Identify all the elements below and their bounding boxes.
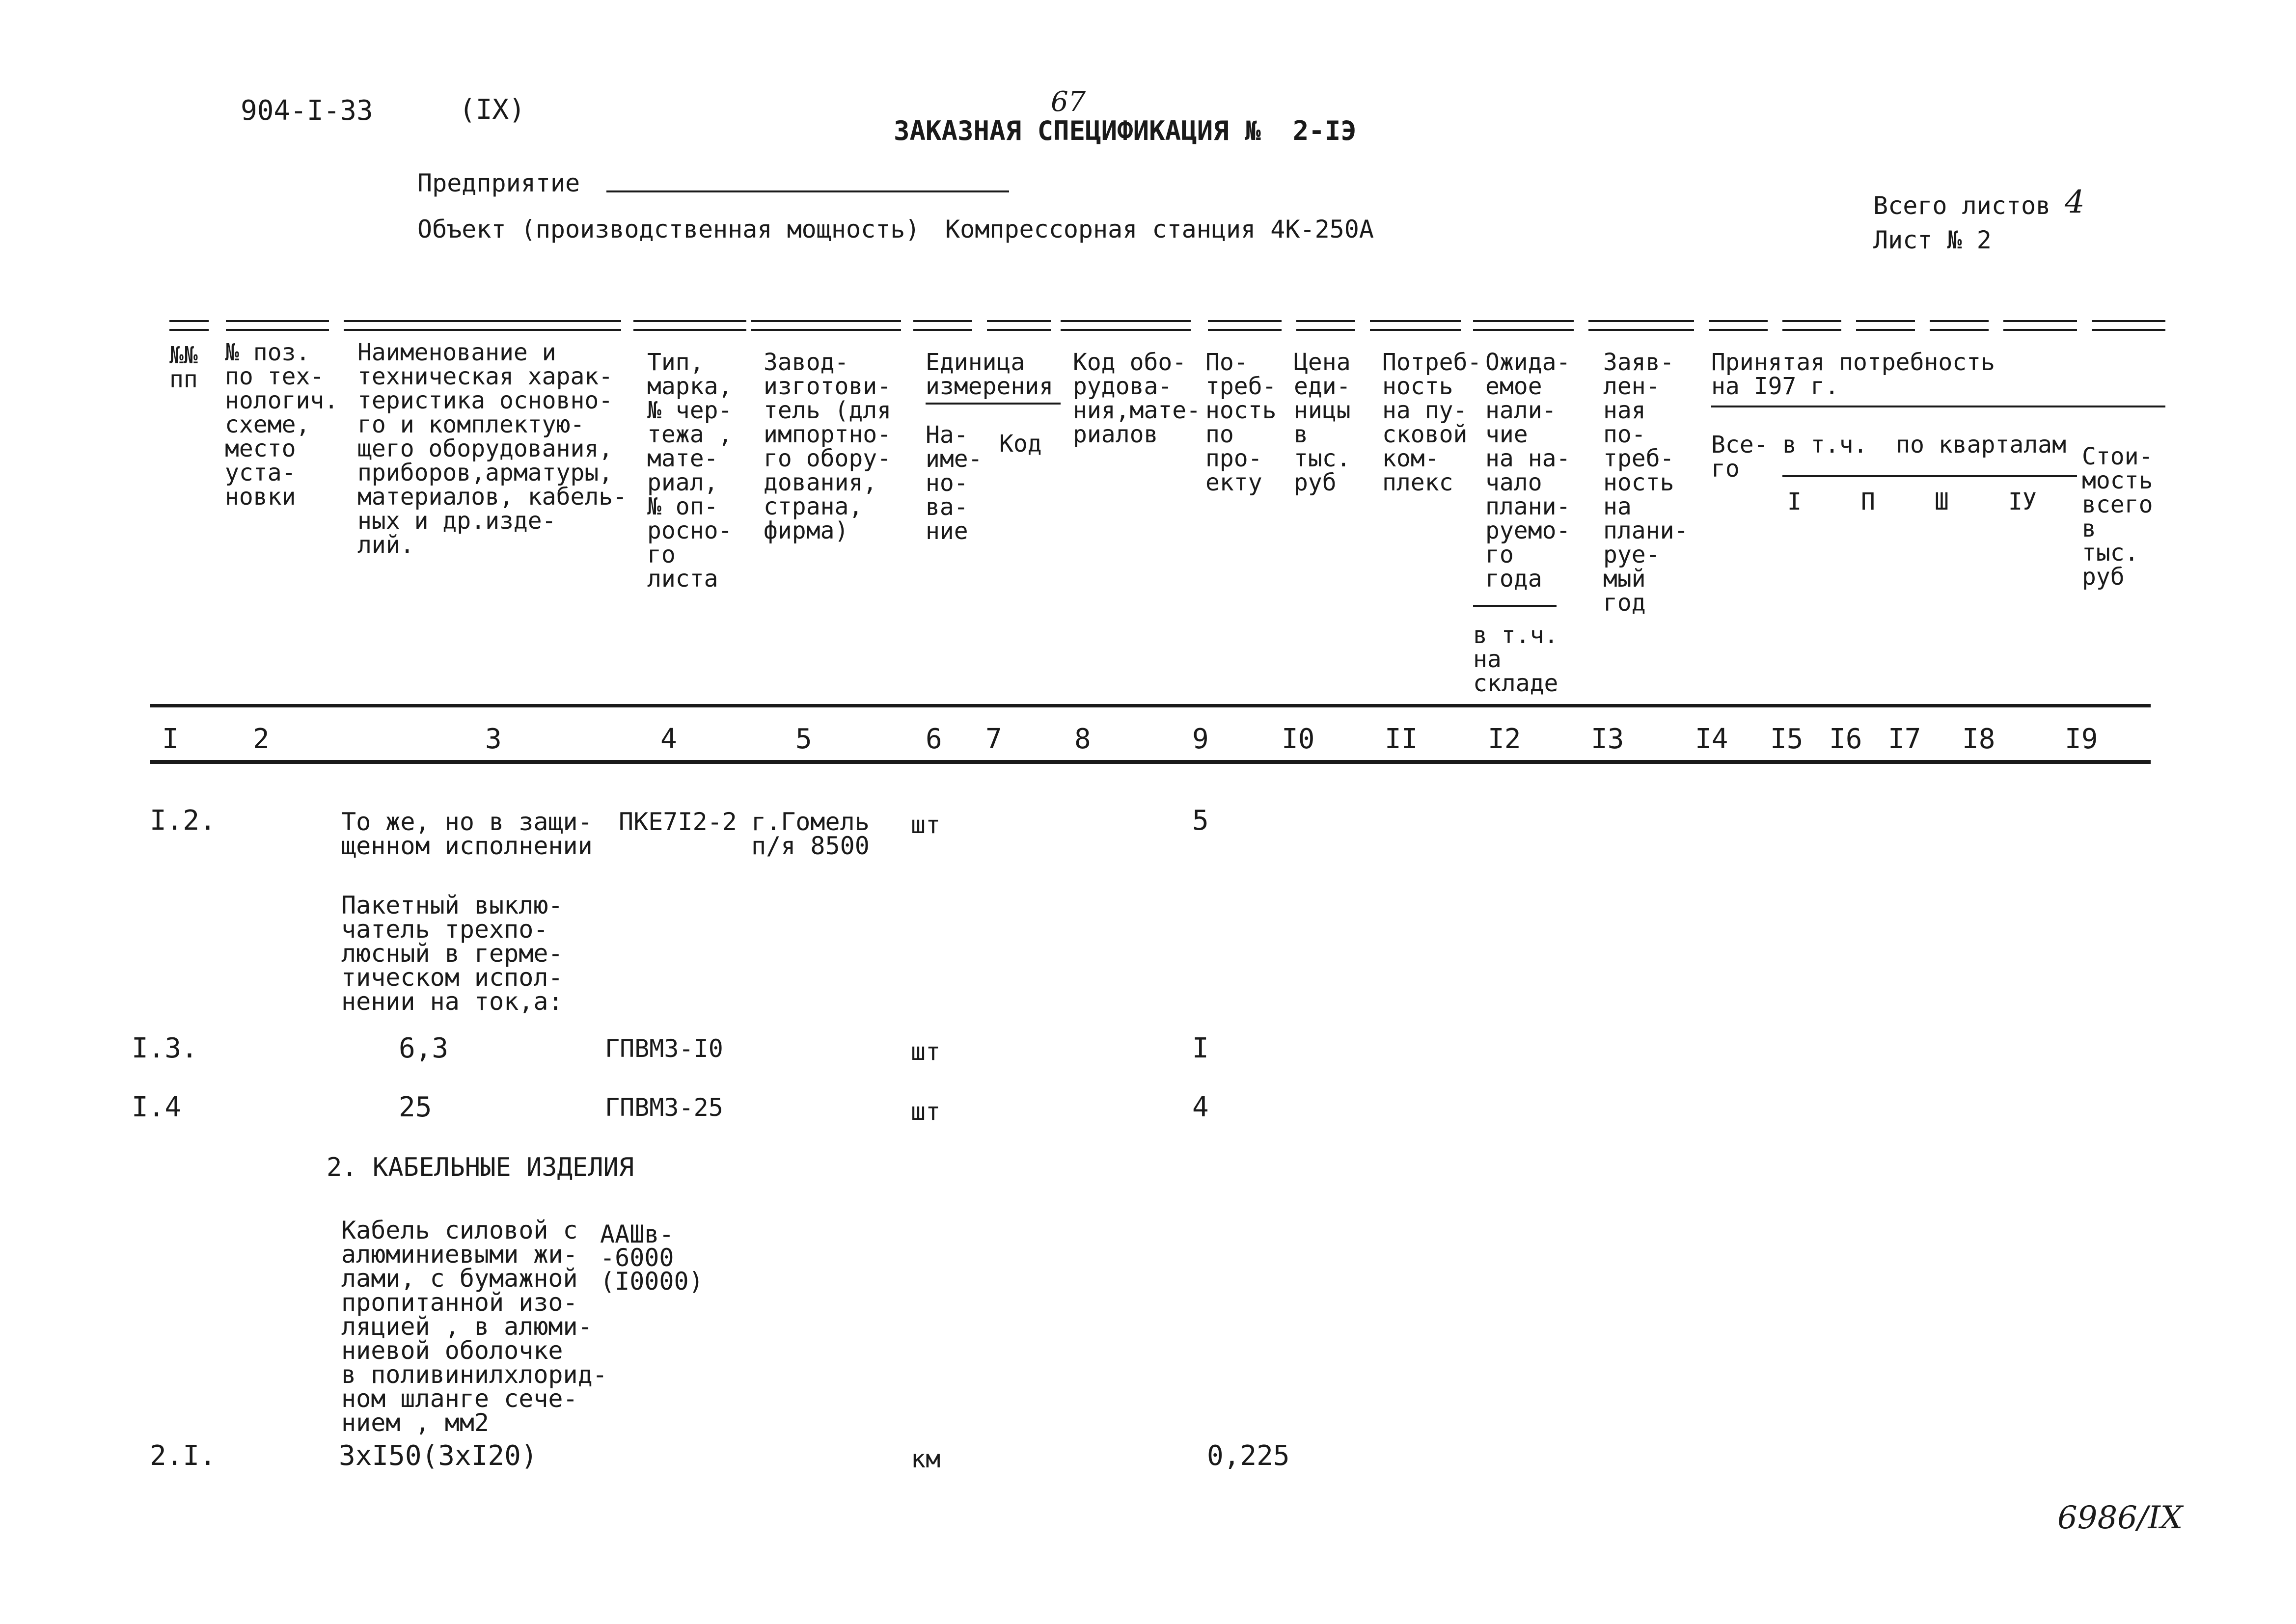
col-number: I6 bbox=[1829, 723, 1862, 755]
row-unit: шт bbox=[911, 1037, 941, 1066]
header-project-need: По- треб- ность по про- екту bbox=[1205, 349, 1277, 496]
header-accepted-group: Принятая потребность на I97 г. bbox=[1711, 349, 1995, 400]
col-number: I2 bbox=[1488, 723, 1521, 755]
rule-segment bbox=[226, 320, 329, 331]
row-number: I.3. bbox=[132, 1032, 198, 1064]
header-row-number: №№ пп bbox=[169, 342, 198, 393]
accepted-group-rule bbox=[1711, 406, 2165, 407]
rule-segment bbox=[344, 320, 621, 331]
sheets-total-label: Всего листов bbox=[1873, 191, 2051, 220]
header-unit-name: На- име- но- ва- ние bbox=[926, 421, 983, 545]
col-number: I9 bbox=[2065, 723, 2098, 755]
col-number: 8 bbox=[1074, 723, 1091, 755]
header-type: Тип, марка, № чер- тежа , мате- риал, № оп- росно- го листа bbox=[647, 349, 733, 593]
document-code: 904-I-33 bbox=[241, 95, 373, 127]
rule-segment bbox=[2003, 320, 2077, 331]
row-unit: шт bbox=[911, 811, 941, 839]
col-number: I8 bbox=[1962, 723, 1995, 755]
rule-segment bbox=[2092, 320, 2165, 331]
col-number: 2 bbox=[253, 723, 270, 755]
quarters-rule bbox=[1782, 475, 2077, 477]
header-manufacturer: Завод- изготови- тель (для импортно- го обору- дования, страна, фирма) bbox=[764, 349, 892, 544]
col-number: I0 bbox=[1282, 723, 1315, 755]
document-title: ЗАКАЗНАЯ СПЕЦИФИКАЦИЯ № 2-IЭ bbox=[894, 115, 1357, 146]
header-unit-code: Код bbox=[999, 430, 1042, 458]
header-bottom-rule bbox=[150, 704, 2151, 707]
rule-segment bbox=[913, 320, 972, 331]
sheets-total-value: 4 bbox=[2065, 184, 2085, 220]
rule-segment bbox=[1208, 320, 1282, 331]
col-number: I4 bbox=[1695, 723, 1728, 755]
row-quantity: I bbox=[1192, 1032, 1209, 1064]
row-number: I.4 bbox=[132, 1091, 182, 1123]
col-number: 9 bbox=[1192, 723, 1209, 755]
header-total-cost: Стои- мость всего в тыс. руб bbox=[2082, 443, 2153, 591]
row-name: 3xI50(3xI20) bbox=[339, 1440, 538, 1472]
header-name: Наименование и техническая харак- теристика основно- го и комплектую- щего оборудования, приборов,арматуры, материалов, кабель- ных и др.изде- лий. bbox=[357, 339, 628, 559]
rule-segment bbox=[1782, 320, 1841, 331]
row-unit: шт bbox=[911, 1097, 941, 1126]
rule-segment bbox=[633, 320, 746, 331]
stock-sub-rule bbox=[1473, 605, 1557, 607]
rule-segment bbox=[1856, 320, 1915, 331]
header-total: Все- го bbox=[1711, 431, 1768, 483]
row-name: 25 bbox=[399, 1091, 432, 1123]
rule-segment bbox=[987, 320, 1051, 331]
col-number: 6 bbox=[926, 723, 942, 755]
rule-segment bbox=[1709, 320, 1768, 331]
sheet-number: Лист № 2 bbox=[1873, 226, 1992, 254]
row-type: ГПВМЗ-25 bbox=[605, 1093, 723, 1122]
row-unit: км bbox=[911, 1445, 941, 1473]
header-position: № поз. по тех- нологич. схеме, место уста- новки bbox=[225, 339, 339, 511]
col-number: I bbox=[162, 723, 179, 755]
header-declared-need: Заяв- лен- ная по- треб- ность на плани- руе- мый год bbox=[1603, 349, 1689, 617]
row-quantity: 0,225 bbox=[1207, 1440, 1290, 1472]
section-heading: 2. КАБЕЛЬНЫЕ ИЗДЕЛИЯ bbox=[327, 1153, 634, 1182]
group-description: Пакетный выклю- чатель трехпо- люсный в герме- тическом испол- нении на ток,а: bbox=[341, 891, 563, 1016]
enterprise-label: Предприятие bbox=[417, 169, 580, 197]
enterprise-field-line bbox=[606, 190, 1009, 192]
rule-segment bbox=[1370, 320, 1461, 331]
header-quarter-3: Ш bbox=[1935, 488, 1949, 515]
col-number: I3 bbox=[1591, 723, 1624, 755]
rule-segment bbox=[751, 320, 901, 331]
header-startup-need: Потреб- ность на пу- сковой ком- плекс bbox=[1382, 349, 1482, 496]
document-mark: (IX) bbox=[459, 94, 525, 126]
header-unit-price: Цена еди- ницы в тыс. руб bbox=[1294, 349, 1351, 496]
header-quarter-2: П bbox=[1861, 488, 1875, 515]
row-quantity: 5 bbox=[1192, 805, 1209, 837]
object-label: Объект (производственная мощность) bbox=[417, 215, 920, 244]
header-unit-group: Единица измерения bbox=[926, 349, 1054, 400]
col-number: I5 bbox=[1770, 723, 1804, 755]
rule-segment bbox=[1588, 320, 1694, 331]
rule-segment bbox=[169, 320, 209, 331]
header-in-stock: в т.ч. на складе bbox=[1473, 622, 1558, 697]
col-number: 4 bbox=[660, 723, 677, 755]
inventory-number: 6986/IX bbox=[2057, 1500, 2183, 1536]
object-value: Компрессорная станция 4К-250А bbox=[945, 215, 1374, 244]
col-number: 3 bbox=[485, 723, 502, 755]
row-type: ГПВМЗ-I0 bbox=[605, 1034, 723, 1063]
row-type: ПКЕ7I2-2 bbox=[619, 808, 737, 836]
row-manufacturer: г.Гомель п/я 8500 bbox=[751, 808, 870, 860]
row-quantity: 4 bbox=[1192, 1091, 1209, 1123]
rule-segment bbox=[1296, 320, 1355, 331]
header-quarter-1: I bbox=[1787, 488, 1802, 515]
rule-segment bbox=[1061, 320, 1191, 331]
col-number: 7 bbox=[985, 723, 1002, 755]
row-name: То же, но в защи- щенном исполнении bbox=[341, 808, 593, 860]
page-number: 67 bbox=[1051, 86, 1086, 118]
row-name: 6,3 bbox=[399, 1032, 449, 1064]
header-expected-stock: Ожида- емое нали- чие на на- чало плани- руемо- го года bbox=[1485, 349, 1571, 593]
col-number: I7 bbox=[1888, 723, 1921, 755]
header-equipment-code: Код обо- рудова- ния,мате- риалов bbox=[1073, 349, 1201, 448]
cable-description: Кабель силовой с алюминиевыми жи- лами, с бумажной пропитанной изо- ляцией , в алюми- ниевой оболочке в поливинилхлорид- ном шланге сече- нием , мм2 bbox=[341, 1216, 607, 1437]
row-number: I.2. bbox=[150, 805, 216, 837]
rule-segment bbox=[1473, 320, 1574, 331]
col-number: II bbox=[1385, 723, 1418, 755]
header-quarter-4: IУ bbox=[2008, 488, 2037, 515]
cable-type: ААШв- -6000 (I0000) bbox=[600, 1220, 704, 1296]
row-number: 2.I. bbox=[150, 1440, 216, 1472]
col-number: 5 bbox=[795, 723, 812, 755]
rule-segment bbox=[1930, 320, 1989, 331]
header-quarters-label: в т.ч. по кварталам bbox=[1782, 431, 2066, 459]
column-numbers-rule bbox=[150, 760, 2151, 764]
unit-group-rule bbox=[926, 403, 1061, 405]
